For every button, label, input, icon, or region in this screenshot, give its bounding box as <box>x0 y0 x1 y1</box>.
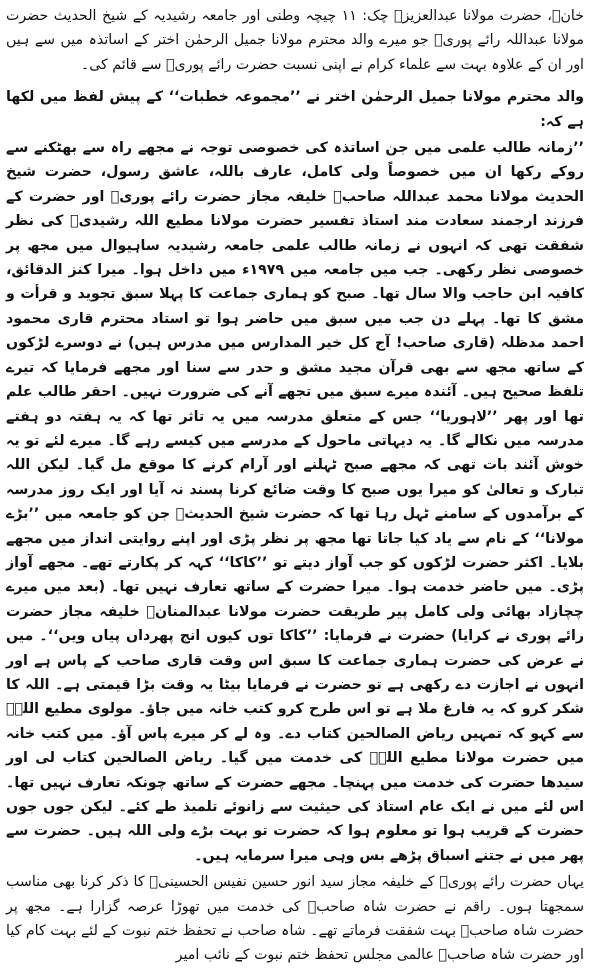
preface-reference-line: والد محترم مولانا جمیل الرحمٰن اختر نے ’’مجموعہ خطبات‘‘ کے پیش لفظ میں لکھا ہے کہ: <box>6 89 584 130</box>
closing-paragraph: یہاں حضرت رائے پوریؒ کے خلیفہ مجاز سید انور حسین نفیس الحسینیؒ کا ذکر کرنا بھی مناسب سمجھتا ہوں۔ راقم نے حضرت شاہ صاحبؒ کی خدمت میں تھوڑا عرصہ گزارا ہے۔ مجھ پر حضرت شاہ صاحبؒ بہت شفقت فرماتے تھے۔ شاہ صاحب نے تحفظ ختم نبوت کے لئے بہت کام کیا اور حضرت شاہ صاحبؒ عالمی مجلس تحفظ ختم نبوت کے نائب امیر <box>6 874 584 964</box>
quoted-preface-paragraph: ’’زمانہ طالب علمی میں جن اساتذہ کی خصوصی توجہ نے مجھے راہ سے بھٹکنے سے روکے رکھا ان میں خصوصاً ولی کامل، عارف باللہ، عاشق رسول، حضرت شیخ الحدیث مولانا محمد عبداللہ صاحبؒ خلیفہ مجاز حضرت رائے پوریؒ اور حضرت کے فرزند ارجمند سعادت مند استاذ تفسیر حضرت مولانا مطیع اللہ رشیدیؒ کی نظر شفقت تھی کہ انہوں نے زمانہ طالب علمی جامعہ رشیدیہ ساہیوال میں مجھ پر خصوصی نظر رکھی۔ جب میں جامعہ میں ۱۹۷۹ء میں داخل ہوا۔ میرا کنز الدقائق، کافیہ ابن حاجب والا سال تھا۔ صبح کو ہماری جماعت کا پہلا سبق تجوید و قرأت و مشق کا تھا۔ پہلے دن جب میں سبق میں حاضر ہوا تو استاد محترم قاری محمود احمد مدظلہ (قاری صاحب! آج کل خیر المدارس میں مدرس ہیں) نے دوسرے لڑکوں کے ساتھ مجھ سے بھی قرآن مجید مشق و حدر سے سنا اور مجھے فرمایا کہ تیرے تلفظ صحیح ہیں۔ آئندہ میرے سبق میں تجھے آنے کی ضرورت نہیں۔ احقر طالب علم تھا اور پھر ’’لاہوریا‘‘ جس کے متعلق مدرسہ میں یہ تاثر تھا کہ یہ ہفتہ دو ہفتے مدرسہ میں نکالے گا۔ یہ دیہاتی ماحول کے مدرسے میں کیسے رہے گا۔ میرے لئے تو یہ خوش آئند بات تھی کہ مجھے صبح ٹہلنے اور آرام کرنے کا موقع مل گیا۔ لیکن اللہ تبارک و تعالیٰ کو میرا یوں صبح کا وقت ضائع کرنا پسند نہ آیا اور ایک روز مدرسہ کے برآمدوں کے سامنے ٹہل رہا تھا کہ حضرت شیخ الحدیثؒ جن کو جامعہ میں ’’بڑے مولانا‘‘ کے نام سے یاد کیا جاتا تھا مجھ پر نظر پڑی اور اپنے روایتی انداز میں مجھے بلایا۔ اکثر حضرت لڑکوں کو جب آواز دیتے تو ’’کاکا‘‘ کہہ کر پکارتے تھے۔ مجھے آواز پڑی۔ میں حاضر خدمت ہوا۔ میرا حضرت کے ساتھ تعارف نہیں تھا۔ (بعد میں میرے چچازاد بھائی ولی کامل پیر طریقت حضرت مولانا عبدالمنانؒ خلیفہ مجاز حضرت رائے پوری نے کرایا) حضرت نے فرمایا: ’’کاکا توں کیوں انج پھرداں پیاں ویں‘‘۔ میں نے عرض کی حضرت ہماری جماعت کا سبق اس وقت قاری صاحب کے پاس ہے اور انہوں نے اجازت دے رکھی ہے تو حضرت نے فرمایا بیٹا یہ وقت بڑا قیمتی ہے۔ اللہ کا شکر کرو کہ یہ فارغ ملا ہے تو اس طرح کرو کتب خانہ میں جاؤ۔ مولوی مطیع اللہؒ سے کہو کہ تمہیں ریاض الصالحین کتاب دے۔ وہ لے کر میرے پاس آؤ۔ میں کتب خانہ میں حضرت مولانا مطیع اللہؒ کی خدمت میں گیا۔ ریاض الصالحین کتاب لی اور سیدھا حضرت کی خدمت میں پہنچا۔ مجھے حضرت کے ساتھ چونکہ تعارف نہیں تھا۔ اس لئے میں نے ایک عام استاذ کی حیثیت سے زانوئے تلمیذ طے کئے۔ لیکن جوں جوں حضرت کے قریب ہوا تو معلوم ہوا کہ حضرت تو بہت بڑے ولی اللہ ہیں۔ حضرت سے پھر میں نے جتنے اسباق پڑھے بس وہی میرا سرمایہ ہیں۔ <box>6 140 584 864</box>
intro-paragraph: خانؒ، حضرت مولانا عبدالعزیزؒ چک: ۱۱ چیچہ وطنی اور جامعہ رشیدیہ کے شیخ الحدیث حضرت مولانا عبداللہ رائے پوریؒ جو میرے والد محترم مولانا جمیل الرحمٰن اختر کے اساتذہ میں سے ہیں اور ان کے علاوہ بہت سے علماء کرام نے اپنی نسبت حضرت رائے پوریؒ سے قائم کی۔ <box>6 8 584 73</box>
document-page <box>6 4 584 964</box>
